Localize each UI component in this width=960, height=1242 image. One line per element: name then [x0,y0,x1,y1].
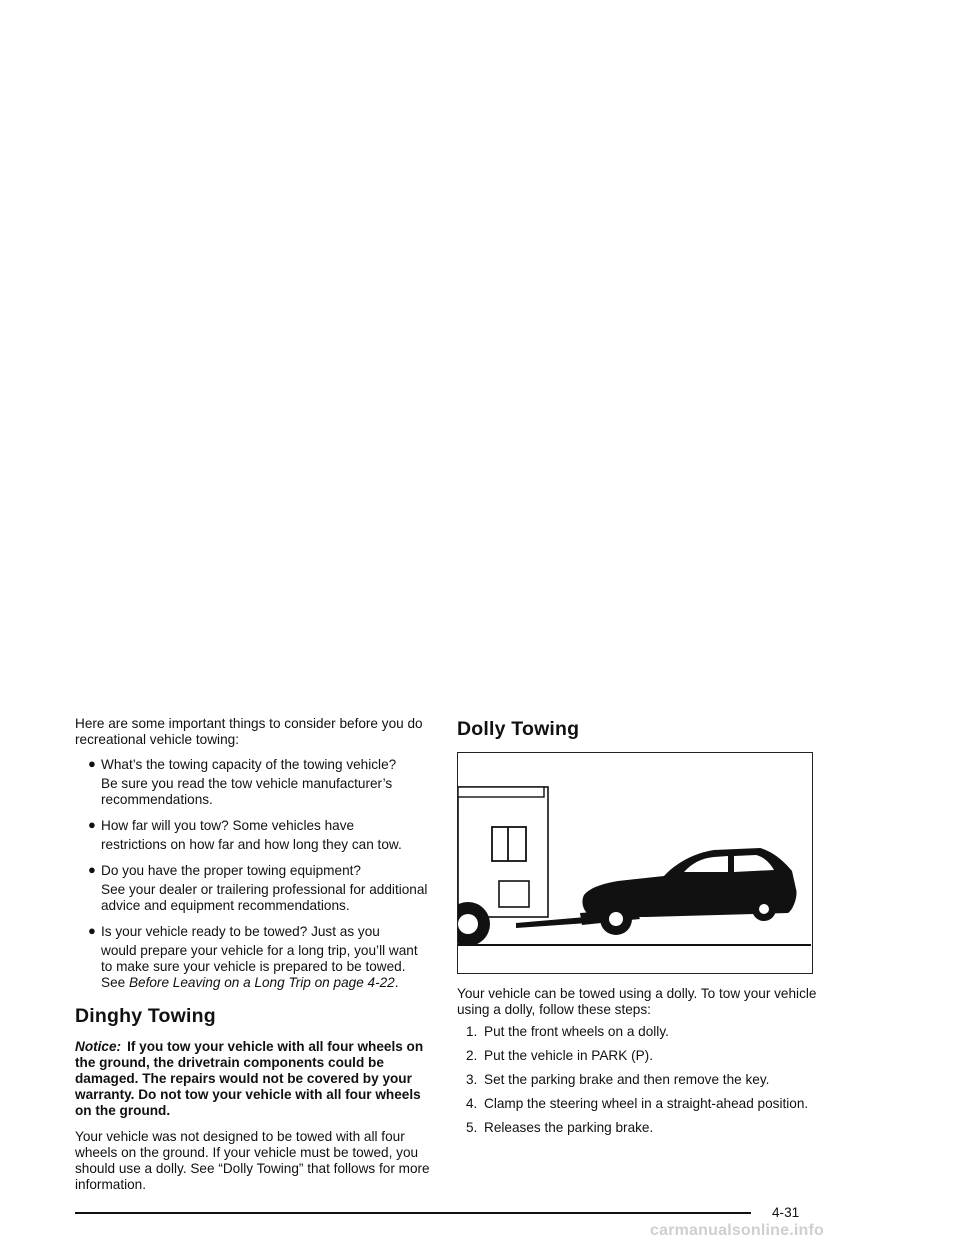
dolly-towing-heading: Dolly Towing [457,718,580,740]
dolly-towing-drawing [458,753,811,972]
list-item [75,757,431,808]
bullet-icon: ● [88,923,96,938]
list-item [457,1024,817,1040]
list-item [75,924,431,991]
motorhome-roof [458,787,544,797]
step-text: Put the front wheels on a dolly. [484,1024,669,1039]
step-number: 3. [466,1072,478,1087]
bullet-question: How far will you tow? Some vehicles have [101,818,355,833]
bullet-icon: ● [88,756,96,771]
bullet-answer: restrictions on how far and how long they can tow. [101,837,402,852]
motorhome-vent [499,881,529,907]
bullet-question: What’s the towing capacity of the towing vehicle? [101,757,397,772]
bullet-answer: Be sure you read the tow vehicle manufacturer’s recommendations. [101,776,393,807]
left-column [75,716,431,1193]
bullet-question: Do you have the proper towing equipment? [101,863,361,878]
bullet-answer [101,943,431,991]
footer-rule [75,1212,751,1214]
bullet-answer-text: would prepare your vehicle for a long trip, you’ll want to make sure your vehicle is prepared to be towed. See [101,943,418,990]
dolly-towing-illustration [457,752,813,974]
dinghy-towing-heading: Dinghy Towing [75,1005,216,1027]
cross-reference-link[interactable]: Before Leaving on a Long Trip on page 4-22 [128,975,395,990]
motorhome-window [492,827,526,861]
intro-paragraph: Here are some important things to consider before you do recreational vehicle towing: [75,716,423,747]
right-column [457,716,817,1144]
list-item [457,1072,817,1088]
step-number: 1. [466,1024,478,1039]
bullet-question: Is your vehicle ready to be towed? Just as you [101,924,380,939]
tow-bar [516,917,588,928]
list-item [457,1120,817,1136]
bullet-answer: See your dealer or trailering professional for additional advice and equipment recommendations. [101,882,428,913]
dolly-intro-paragraph: Your vehicle can be towed using a dolly. To tow your vehicle using a dolly, follow these steps: [457,986,817,1017]
dolly-steps-list [457,1024,817,1136]
watermark: carmanualsonline.info [650,1222,825,1239]
dinghy-body-paragraph: Your vehicle was not designed to be towed with all four wheels on the ground. If your vehicle must be towed, you should use a dolly. See “Dolly Towing” that follows for more information. [75,1129,430,1192]
bullet-icon: ● [88,817,96,832]
step-text: Put the vehicle in PARK (P). [484,1048,653,1063]
bullet-icon: ● [88,862,96,877]
list-item [457,1048,817,1064]
list-item [75,863,431,914]
considerations-list [75,757,431,991]
notice-label: Notice: [75,1039,122,1054]
list-item [75,818,431,853]
step-text: Set the parking brake and then remove the key. [484,1072,770,1087]
step-number: 2. [466,1048,478,1063]
step-text: Clamp the steering wheel in a straight-ahead position. [484,1096,809,1111]
bullet-answer-end: . [394,975,399,990]
list-item [457,1096,817,1112]
step-number: 4. [466,1096,478,1111]
page-number: 4-31 [772,1205,800,1220]
step-text: Releases the parking brake. [484,1120,654,1135]
notice-text: If you tow your vehicle with all four wheels on the ground, the drivetrain components could be damaged. The repairs would not be covered by your warranty. Do not tow your vehicle with all four wheels on the ground. [75,1039,424,1118]
notice-paragraph [75,1039,431,1119]
step-number: 5. [466,1120,478,1135]
